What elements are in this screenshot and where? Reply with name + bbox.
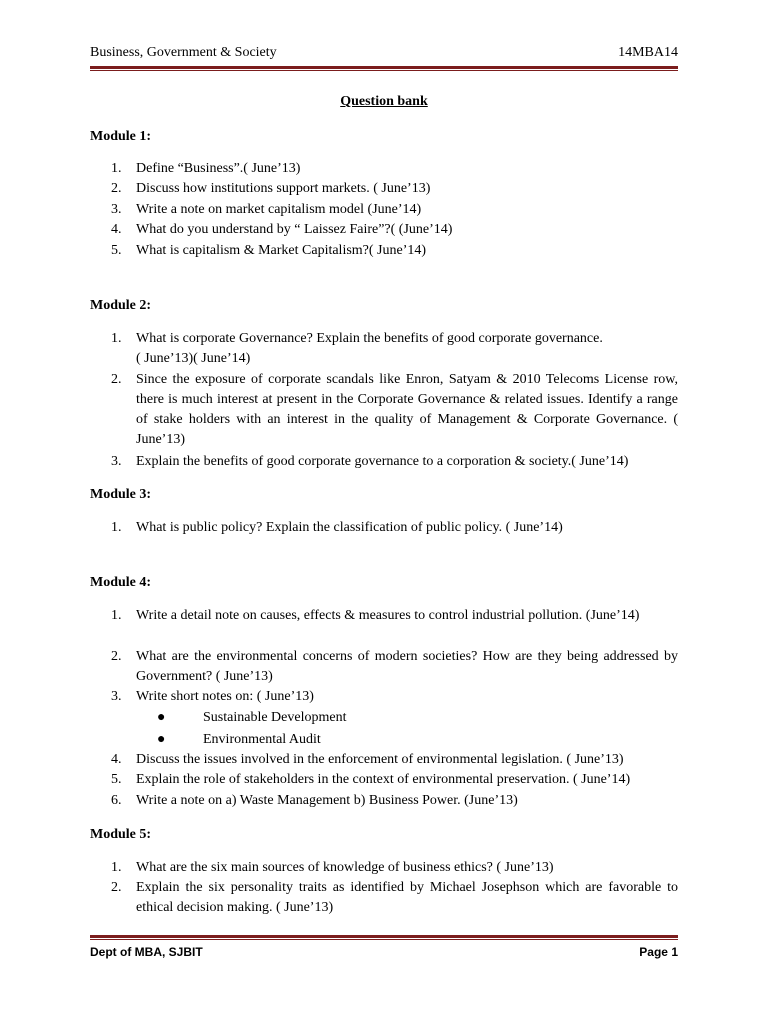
page-title: Question bank xyxy=(340,94,428,109)
document-page: Business, Government & Society 14MBA14 Question bank Module 1: 1. Define “Business”.( June’13) 2. Discuss how institutions support markets. ( June’13) 3. Write a note on market capitalism model (June’14) 4. What do you understand by “ Laissez Faire”?( (June’14) 5. What is capitalism & Market Capitalism?( June’14) Module 2: 1. What is corporate Governance? Explain the benefits of good corporate governance. ( June’13)( June’14) 2. Since the exposure of corporate scandals like Enron, Satyam & 2010 Telecoms License row, there is much interest at present in the Corporate Governance & related issues. Identify a range of stake holders with an interest in the quality of Management & Corporate Governance. ( June’13) 3. Explain the benefits of good corporate governance to a corporation & society.( June’14) Module 3: 1. What is public policy? Explain the classification of public policy. ( June’14) Module 4: 1. Write a detail note on causes, effects & measures to control industrial pollution. (June’14) 2. What are the environmental concerns of modern societies? How are they being addressed by Government? ( June’13) 3. Write short notes on: ( June’13) ● Sustainable Development ● Environmental Audit 4. Discuss the issues involved in the enforcement of environmental legislation. ( June’13) 5. Explain the role of stakeholders in the context of environmental preservation. ( June’14) 6. Write a note on a) Waste Management b) Business Power. (June’13) Module 5: 1. What are the six main sources of knowledge of business ethics? ( June’13) 2. Explain the six personality traits as identified by Michael Josephson which are favorable to ethical decision making. ( June’13) Dept of MBA, SJBIT Page 1 xyxy=(0,0,768,1024)
footer-department: Dept of MBA, SJBIT xyxy=(90,945,203,959)
header-rule xyxy=(90,66,678,69)
footer-page-number: Page 1 xyxy=(639,945,678,959)
bullet-icon: ● xyxy=(157,710,166,725)
footer-rule-thin xyxy=(90,939,678,940)
footer-rule xyxy=(90,935,678,938)
module-5-heading: Module 5: xyxy=(90,827,152,842)
module-1-heading: Module 1: xyxy=(90,129,152,144)
page-header xyxy=(90,45,678,61)
header-course-title: Business, Government & Society xyxy=(90,45,277,60)
bullet-icon: ● xyxy=(157,732,166,747)
module-2-heading: Module 2: xyxy=(90,298,152,313)
module-4-heading: Module 4: xyxy=(90,575,152,590)
page-footer xyxy=(90,944,678,960)
module-3-heading: Module 3: xyxy=(90,487,152,502)
header-rule-thin xyxy=(90,70,678,71)
header-course-code: 14MBA14 xyxy=(618,45,678,60)
